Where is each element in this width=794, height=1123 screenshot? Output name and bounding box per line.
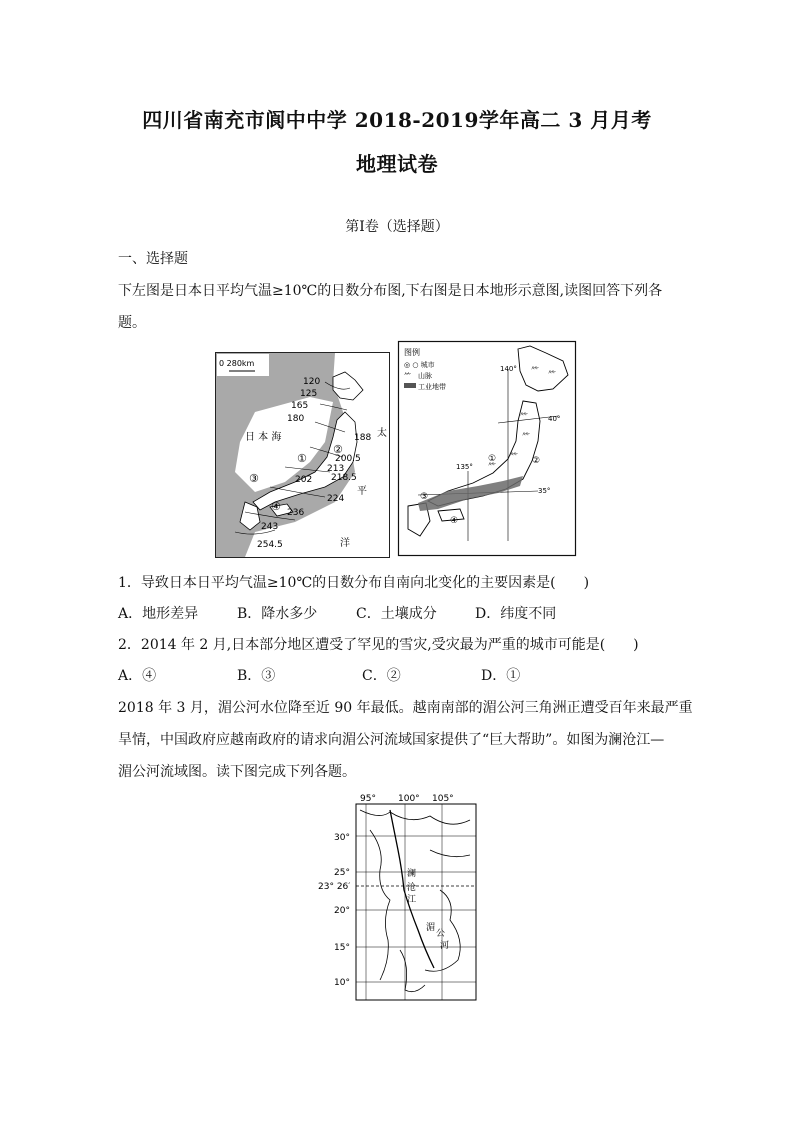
- question-1-stem: 1．导致日本日平均气温≥10℃的日数分布自南向北变化的主要因素是( ): [118, 575, 590, 591]
- lat-25-label: 25°: [334, 868, 350, 878]
- isoline-180: 180: [287, 414, 305, 424]
- isoline-254-5: 254.5: [257, 540, 283, 550]
- isoline-165: 165: [291, 401, 309, 411]
- marker-1: ①: [297, 452, 307, 465]
- pacific-label-3: 洋: [340, 538, 350, 549]
- isoline-224: 224: [327, 494, 345, 504]
- pacific-label-2: 平: [357, 486, 367, 497]
- lat-tropic-label: 23° 26′: [318, 882, 351, 892]
- question-1-option-d[interactable]: D．纬度不同: [475, 606, 557, 622]
- mountain-icon: ⺮: [404, 372, 411, 380]
- lon-100-label: 100°: [398, 794, 420, 804]
- lat-35-label: 35°: [538, 487, 551, 495]
- japan-temperature-map: [215, 352, 390, 558]
- question-2-option-a[interactable]: A．④: [118, 668, 157, 684]
- lat-10-label: 10°: [334, 978, 350, 988]
- exam-title: 四川省南充市阆中中学 2018-2019学年高二 3 月月考: [142, 108, 652, 132]
- marker-3: ③: [249, 472, 259, 485]
- legend-industry: 工业地带: [418, 383, 446, 391]
- intro2-line3: 湄公河流域图。读下图完成下列各题。: [118, 764, 356, 780]
- isoline-120: 120: [303, 377, 321, 387]
- mountain-icon: ⺮: [510, 452, 518, 461]
- mountain-icon: ⺮: [522, 432, 530, 441]
- mountain-icon: ⺮: [531, 366, 539, 375]
- section-title: 第Ⅰ卷（选择题）: [345, 219, 449, 235]
- intro2-line2: 旱情，中国政府应越南政府的请求向湄公河流域国家提供了“巨大帮助”。如图为澜沧江—: [118, 732, 665, 748]
- intro2-line1: 2018 年 3 月，湄公河水位降至近 90 年最低。越南南部的湄公河三角洲正遭受百年来最严重: [118, 700, 693, 716]
- mountain-icon: ⺮: [520, 412, 528, 421]
- river-upper-char-3: 江: [407, 895, 417, 905]
- question-2-option-b[interactable]: B．③: [237, 668, 276, 684]
- marker-4: ④: [271, 500, 281, 513]
- isoline-188: 188: [354, 433, 372, 443]
- mekong-basin-map: [318, 790, 480, 1004]
- marker-2: ②: [333, 443, 343, 456]
- scale-label: 0 280km: [219, 359, 255, 368]
- isoline-200-5: 200.5: [335, 454, 361, 464]
- pacific-label-1: 太: [377, 428, 387, 439]
- isoline-236: 236: [287, 508, 305, 518]
- question-1-option-c[interactable]: C．土壤成分: [356, 606, 437, 622]
- legend-mountain: 山脉: [418, 372, 432, 380]
- question-2-option-d[interactable]: D．①: [481, 668, 521, 684]
- lon-135-label: 135°: [456, 463, 473, 471]
- lon-140-label: 140°: [500, 365, 517, 373]
- lat-40-label: 40°: [548, 415, 561, 423]
- river-lower-char-3: 河: [440, 941, 450, 951]
- terrain-marker-4: ④: [450, 516, 459, 526]
- sea-of-japan-label: 日 本 海: [245, 432, 282, 443]
- exam-subtitle: 地理试卷: [356, 152, 438, 176]
- lon-95-label: 95°: [360, 794, 376, 804]
- intro1-line1: 下左图是日本日平均气温≥10℃的日数分布图,下右图是日本地形示意图,读图回答下列各: [118, 283, 663, 299]
- intro1-line2: 题。: [118, 315, 146, 331]
- japan-terrain-map: [398, 341, 576, 556]
- legend-city: ◎ ○ 城市: [404, 361, 435, 369]
- question-1-option-b[interactable]: B．降水多少: [237, 606, 318, 622]
- question-1-option-a[interactable]: A．地形差异: [118, 606, 199, 622]
- river-upper-char-2: 沧: [407, 883, 417, 893]
- isoline-243: 243: [261, 522, 279, 532]
- river-lower-char-1: 湄: [426, 923, 436, 933]
- legend-title: 图例: [404, 348, 420, 357]
- lat-15-label: 15°: [334, 943, 350, 953]
- mountain-icon: ⺮: [488, 462, 496, 471]
- isoline-213: 213: [327, 464, 345, 474]
- industry-legend-swatch: [404, 383, 416, 388]
- terrain-marker-3: ③: [420, 492, 429, 502]
- lon-105-label: 105°: [432, 794, 454, 804]
- river-upper-char-1: 澜: [407, 869, 417, 879]
- isoline-202: 202: [295, 475, 313, 485]
- question-2-option-c[interactable]: C．②: [362, 668, 401, 684]
- isoline-125: 125: [300, 389, 318, 399]
- lat-30-label: 30°: [334, 833, 350, 843]
- terrain-marker-1: ①: [488, 454, 497, 464]
- mountain-icon: ⺮: [548, 370, 556, 379]
- question-2-stem: 2．2014 年 2 月,日本部分地区遭受了罕见的雪灾,受灾最为严重的城市可能是( ): [118, 637, 639, 653]
- river-lower-char-2: 公: [436, 929, 446, 939]
- terrain-marker-2: ②: [532, 456, 541, 466]
- part-label: 一、选择题: [118, 251, 188, 267]
- lat-20-label: 20°: [334, 906, 350, 916]
- isoline-218-5: 218.5: [331, 473, 357, 483]
